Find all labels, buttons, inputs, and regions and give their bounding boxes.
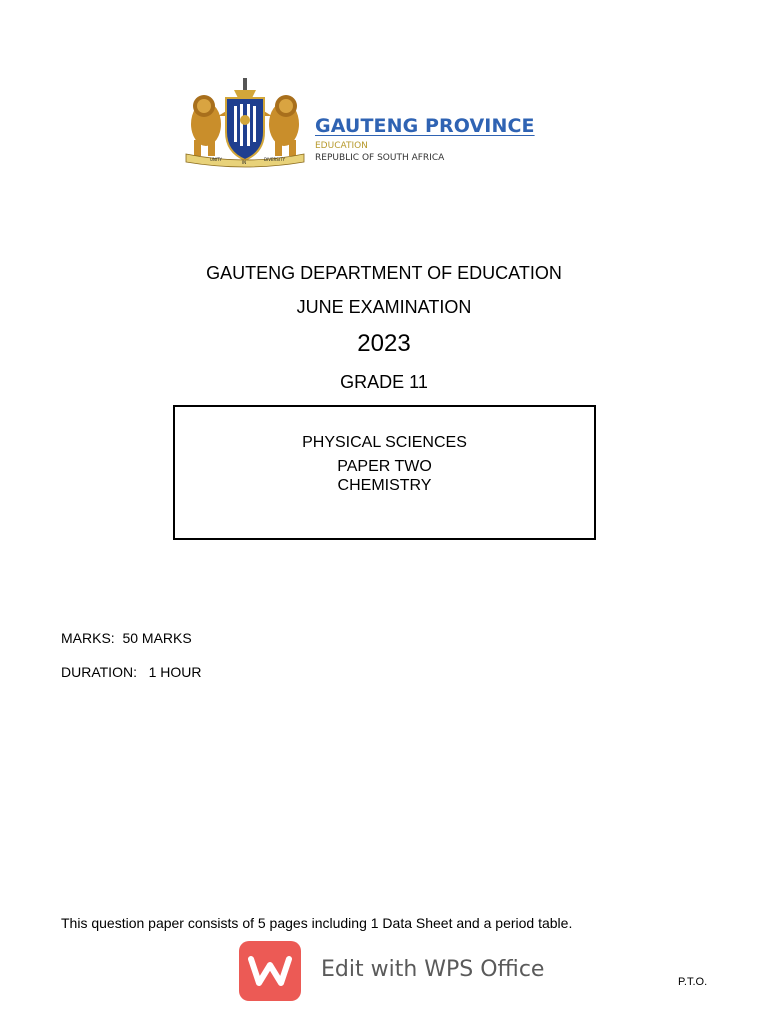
brand-title: GAUTENG PROVINCE xyxy=(315,115,535,137)
exam-heading: JUNE EXAMINATION xyxy=(296,297,472,317)
wps-edit-button[interactable] xyxy=(239,941,301,1001)
crest-icon xyxy=(234,78,256,98)
paper-number: PAPER TWO xyxy=(337,458,432,475)
wps-edit-link[interactable]: Edit with WPS Office xyxy=(321,957,545,982)
subject-name: PHYSICAL SCIENCES xyxy=(302,434,467,451)
right-lion-icon xyxy=(262,95,299,156)
marks-line: MARKS: 50 MARKS xyxy=(61,630,192,646)
wps-w-icon xyxy=(239,941,301,1001)
subject-box xyxy=(173,405,596,540)
grade-heading: GRADE 11 xyxy=(340,372,428,392)
pto-note: P.T.O. xyxy=(678,976,708,988)
page-count-note: This question paper consists of 5 pages including 1 Data Sheet and a period table. xyxy=(61,915,573,931)
motto-right-text: DIVERSITY xyxy=(264,157,285,162)
duration-line: DURATION: 1 HOUR xyxy=(61,664,202,680)
paper-topic: CHEMISTRY xyxy=(337,477,432,494)
department-heading: GAUTENG DEPARTMENT OF EDUCATION xyxy=(206,263,562,283)
exam-year: 2023 xyxy=(357,330,411,357)
left-lion-icon xyxy=(191,95,228,156)
shield-icon xyxy=(226,98,264,160)
brand-country: REPUBLIC OF SOUTH AFRICA xyxy=(315,153,445,163)
brand-subtitle: EDUCATION xyxy=(315,141,368,151)
motto-middle-text: IN xyxy=(242,160,247,165)
coat-of-arms-logo xyxy=(180,76,310,168)
motto-left-text: UNITY xyxy=(210,157,222,162)
